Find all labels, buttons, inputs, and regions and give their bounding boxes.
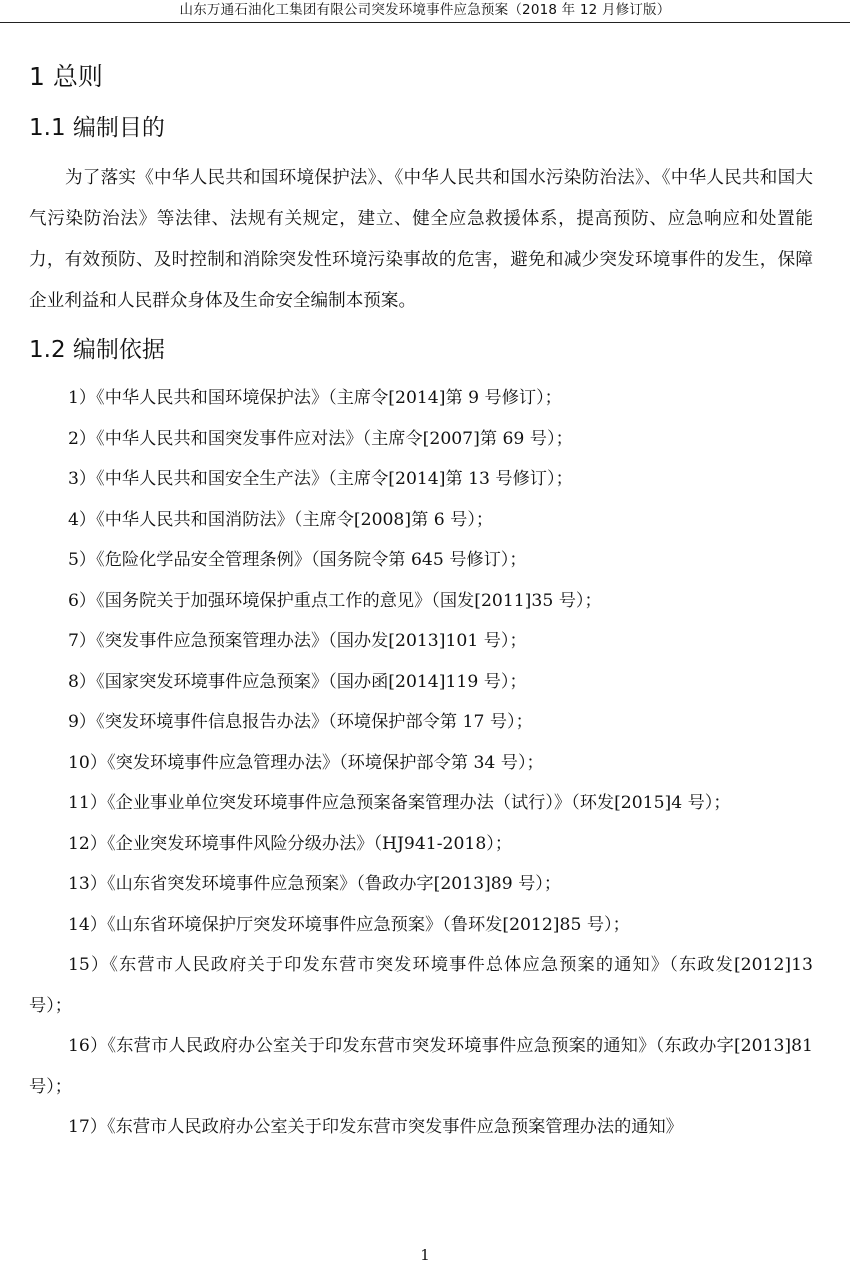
list-item: 5）《危险化学品安全管理条例》（国务院令第 645 号修订）；: [68, 550, 527, 570]
list-item: 1）《中华人民共和国环境保护法》（主席令[2014]第 9 号修订）；: [68, 388, 562, 408]
list-item: 4）《中华人民共和国消防法》（主席令[2008]第 6 号）；: [68, 509, 494, 530]
list-item: 2）《中华人民共和国突发事件应对法》（主席令[2007]第 69 号）；: [68, 428, 573, 449]
list-item: 13）《山东省突发环境事件应急预案》（鲁政办字[2013]89 号）；: [68, 874, 562, 894]
list-item: 3）《中华人民共和国安全生产法》（主席令[2014]第 13 号修订）；: [68, 469, 573, 489]
subsection-title-basis: 1.2 编制依据: [29, 337, 165, 363]
list-item: 6）《国务院关于加强环境保护重点工作的意见》（国发[2011]35 号）；: [68, 590, 602, 611]
section-title: 1 总则: [29, 62, 103, 91]
list-item: 10）《突发环境事件应急管理办法》（环境保护部令第 34 号）；: [68, 752, 544, 773]
list-item: 12）《企业突发环境事件风险分级办法》（HJ941-2018）；: [68, 833, 513, 854]
list-item: 14）《山东省环境保护厅突发环境事件应急预案》（鲁环发[2012]85 号）；: [68, 914, 630, 935]
subsection-title-purpose: 1.1 编制目的: [29, 115, 165, 141]
list-item: 17）《东营市人民政府办公室关于印发东营市突发事件应急预案管理办法的通知》: [68, 1117, 683, 1137]
document-body: [29, 52, 813, 1148]
page-number: 1: [420, 1246, 430, 1264]
page-header: 山东万通石油化工集团有限公司突发环境事件应急预案（2018 年 12 月修订版）: [0, 0, 850, 23]
list-item: 15）《东营市人民政府关于印发东营市突发环境事件总体应急预案的通知》（东政发[2012]13 号）；: [29, 955, 813, 1016]
list-item: 16）《东营市人民政府办公室关于印发东营市突发环境事件应急预案的通知》（东政办字[2013]81 号）；: [29, 1036, 813, 1097]
list-item: 11）《企业事业单位突发环境事件应急预案备案管理办法（试行）》（环发[2015]4 号）；: [68, 793, 731, 813]
list-item: 9）《突发环境事件信息报告办法》（环境保护部令第 17 号）；: [68, 712, 533, 732]
purpose-paragraph: 为了落实《中华人民共和国环境保护法》、《中华人民共和国水污染防治法》、《中华人民共和国大气污染防治法》等法律、法规有关规定，建立、健全应急救援体系，提高预防、应急响应和处置能力，有效预防、及时控制和消除突发性环境污染事故的危害，避免和减少突发环境事件的发生，保障企业利益和人民群众身体及生命安全编制本预案。: [29, 168, 813, 311]
basis-list: [29, 378, 813, 1148]
list-item: 8）《国家突发环境事件应急预案》（国办函[2014]119 号）；: [68, 671, 527, 692]
list-item: 7）《突发事件应急预案管理办法》（国办发[2013]101 号）；: [68, 631, 527, 651]
